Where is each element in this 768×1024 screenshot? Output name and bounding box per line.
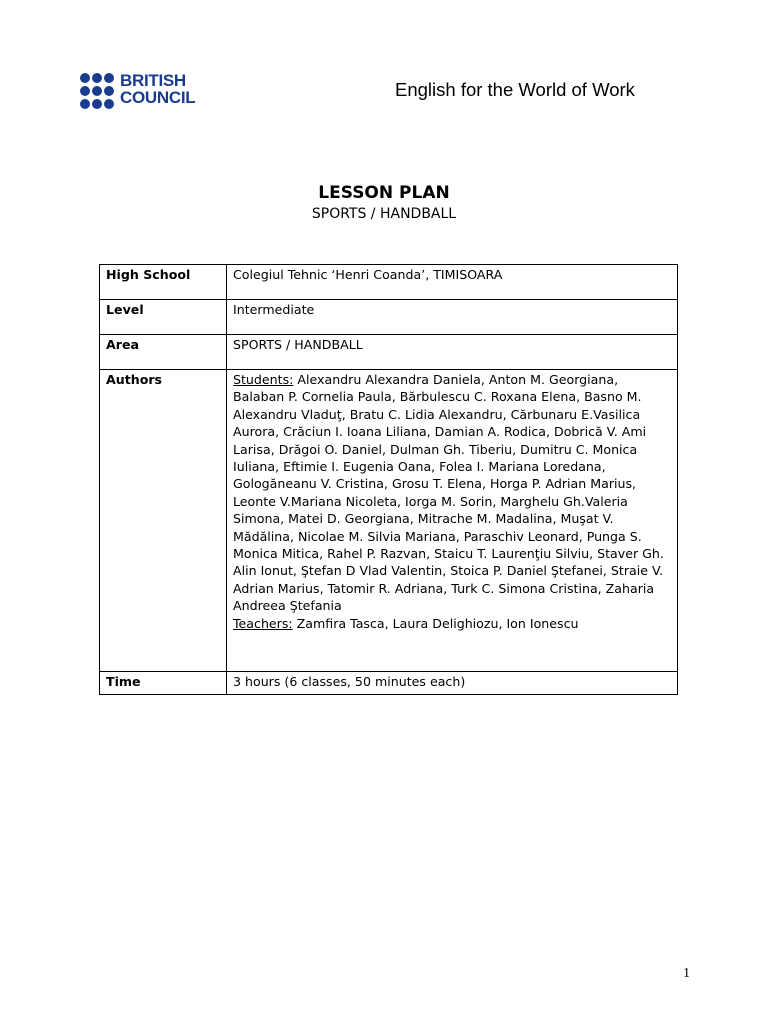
row-value: Colegiul Tehnic ‘Henri Coanda’, TIMISOARA: [227, 265, 678, 300]
row-label: Time: [100, 672, 227, 695]
teachers-list: Zamfira Tasca, Laura Delighiozu, Ion Ionescu: [292, 615, 579, 631]
table-row: [100, 335, 678, 370]
page-number: 1: [683, 966, 690, 981]
british-council-logo: [80, 72, 220, 112]
row-label: Area: [100, 335, 227, 370]
authors-cell: [227, 370, 678, 672]
row-value: Intermediate: [227, 300, 678, 335]
row-value: SPORTS / HANDBALL: [227, 335, 678, 370]
students-list: Alexandru Alexandra Daniela, Anton M. Georgiana, Balaban P. Cornelia Paula, Bărbulescu C. Roxana Elena, Basno M. Alexandru Vladuţ, Bratu C. Lidia Alexandru, Cărbunaru E.Vasilica Aurora, Crăciun I. Ioana Liliana, Damian A. Rodica, Dobrică V. Ami Larisa, Drăgoi O. Daniel, Dulman Gh. Tiberiu, Dumitru C. Monica Iuliana, Eftimie I. Eugenia Oana, Folea I. Mariana Loredana, Gologăneanu V. Cristina, Grosu T. Elena, Horga P. Adrian Marius, Leonte V.Mariana Nicoleta, Iorga M. Sorin, Marghelu Gh.Valeria Simona, Matei D. Georgiana, Mitrache M. Madalina, Muşat V. Mădălina, Nicolae M. Silvia Mariana, Paraschiv Leonard, Punga S. Monica Mitica, Rahel P. Razvan, Staicu T. Laurenţiu Silviu, Staver Gh. Alin Ionut, Ştefan D Vlad Valentin, Stoica P. Daniel Ştefanei, Straie V. Adrian Marius, Tatomir R. Adriana, Turk C. Simona Cristina, Zaharia Andreea Ştefania: [233, 372, 664, 614]
row-label: Authors: [100, 370, 227, 672]
table-row: [100, 370, 678, 672]
teachers-label: Teachers:: [233, 615, 293, 631]
row-label: Level: [100, 300, 227, 335]
lesson-plan-table: [99, 264, 678, 695]
logo-text: [120, 72, 195, 106]
table-row: [100, 300, 678, 335]
row-label: High School: [100, 265, 227, 300]
students-label: Students:: [233, 372, 294, 387]
document-title: LESSON PLAN: [318, 183, 450, 203]
logo-line-british: BRITISH: [120, 71, 186, 90]
table-row: [100, 672, 678, 695]
logo-line-council: COUNCIL: [120, 88, 196, 107]
row-value: 3 hours (6 classes, 50 minutes each): [227, 672, 678, 695]
header-title: English for the World of Work: [395, 79, 635, 100]
document-subtitle: SPORTS / HANDBALL: [311, 206, 457, 222]
logo-dots-icon: [80, 73, 118, 109]
table-row: [100, 265, 678, 300]
